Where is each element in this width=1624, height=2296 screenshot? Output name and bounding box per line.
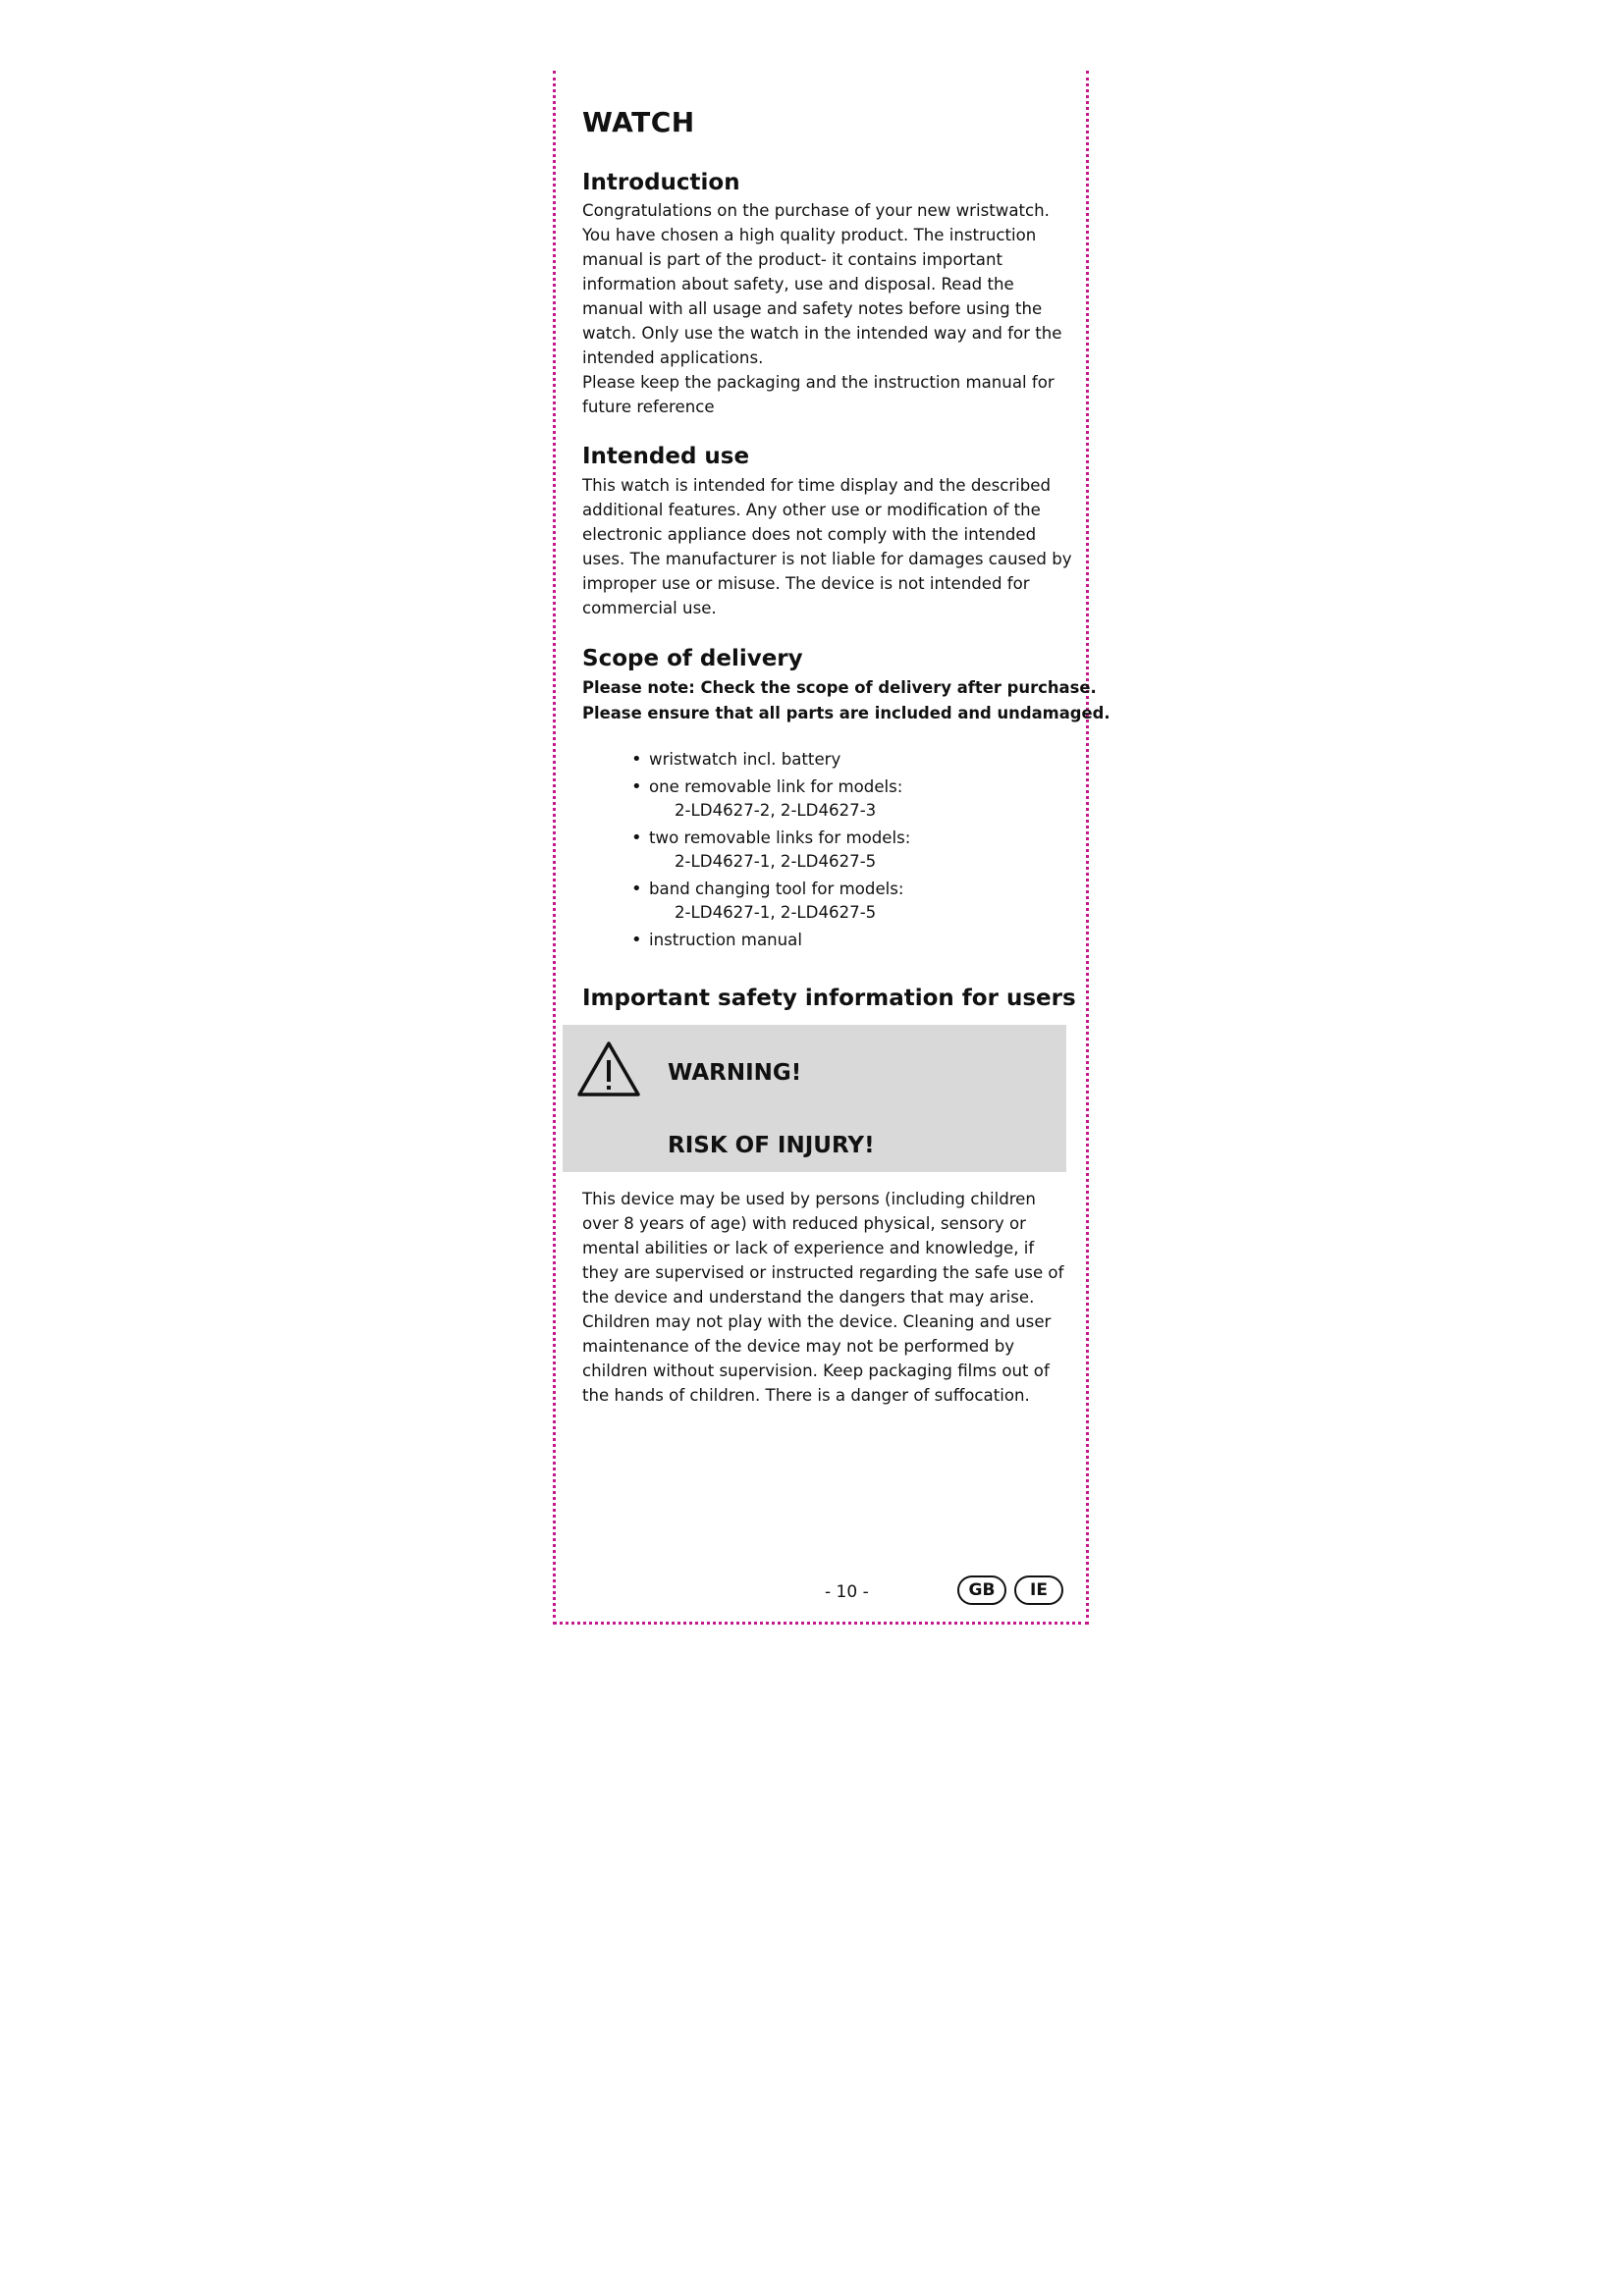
delivery-items-list (582, 748, 1058, 956)
list-item-models: 2-LD4627-2, 2-LD4627-3 (675, 801, 877, 820)
list-item-text: one removable link for models: (649, 777, 903, 796)
cut-line-right (1086, 71, 1089, 1625)
scope-note-line: Please note: Check the scope of delivery after purchase. (582, 678, 1097, 697)
intended-use-line: This watch is intended for time display and the described (582, 476, 1052, 495)
introduction-line: information about safety, use and disposal. Read the (582, 275, 1014, 294)
intended-use-line: additional features. Any other use or modification of the (582, 501, 1041, 519)
list-item-text: instruction manual (649, 931, 802, 949)
safety-line: the hands of children. There is a danger of suffocation. (582, 1386, 1030, 1405)
page-number: - 10 - (825, 1582, 869, 1602)
list-item (582, 748, 1058, 772)
list-item-text: wristwatch incl. battery (649, 750, 841, 769)
introduction-heading: Introduction (582, 170, 740, 195)
intended-use-line: electronic appliance does not comply with the intended (582, 525, 1037, 544)
introduction-line: manual is part of the product- it contains important (582, 250, 1003, 269)
safety-line: This device may be used by persons (including children (582, 1190, 1036, 1208)
warning-title: WARNING! (668, 1060, 802, 1086)
country-badge-ie: IE (1014, 1575, 1063, 1605)
intended-use-line: improper use or misuse. The device is not intended for (582, 574, 1030, 593)
intended-use-line: uses. The manufacturer is not liable for damages caused by (582, 550, 1072, 568)
safety-line: children without supervision. Keep packaging films out of (582, 1362, 1050, 1380)
warning-subtitle: RISK OF INJURY! (668, 1133, 875, 1158)
country-badges (957, 1575, 1063, 1605)
cut-line-bottom (553, 1622, 1089, 1625)
introduction-line: intended applications. (582, 348, 764, 367)
introduction-line: manual with all usage and safety notes before using the (582, 299, 1043, 318)
safety-text (582, 1187, 1064, 1408)
intended-use-line: commercial use. (582, 599, 717, 617)
list-item-text: band changing tool for models: (649, 880, 904, 898)
list-item-text: two removable links for models: (649, 828, 911, 847)
country-badge-gb: GB (957, 1575, 1006, 1605)
safety-line: maintenance of the device may not be performed by (582, 1337, 1015, 1356)
intended-use-heading: Intended use (582, 444, 750, 469)
document-title: WATCH (582, 106, 695, 138)
introduction-line: future reference (582, 398, 715, 416)
safety-line: the device and understand the dangers that may arise. (582, 1288, 1035, 1307)
warning-box (563, 1025, 1066, 1172)
list-item (582, 775, 1058, 823)
safety-line: Children may not play with the device. Cleaning and user (582, 1312, 1052, 1331)
scope-of-delivery-note (582, 675, 1110, 726)
introduction-line: watch. Only use the watch in the intended way and for the (582, 324, 1062, 343)
cut-line-left (553, 71, 556, 1625)
safety-line: over 8 years of age) with reduced physical, sensory or (582, 1214, 1026, 1233)
introduction-text (582, 198, 1062, 419)
warning-triangle-icon (576, 1041, 641, 1097)
list-item (582, 878, 1058, 925)
safety-line: mental abilities or lack of experience and knowledge, if (582, 1239, 1035, 1257)
list-item (582, 929, 1058, 952)
scope-of-delivery-heading: Scope of delivery (582, 646, 803, 671)
introduction-line: You have chosen a high quality product. The instruction (582, 226, 1037, 244)
introduction-line: Please keep the packaging and the instruction manual for (582, 373, 1055, 392)
list-item-models: 2-LD4627-1, 2-LD4627-5 (675, 852, 877, 871)
list-item (582, 827, 1058, 874)
intended-use-text (582, 473, 1072, 620)
list-item-models: 2-LD4627-1, 2-LD4627-5 (675, 903, 877, 922)
introduction-line: Congratulations on the purchase of your new wristwatch. (582, 201, 1050, 220)
scope-note-line: Please ensure that all parts are included and undamaged. (582, 704, 1110, 722)
safety-line: they are supervised or instructed regarding the safe use of (582, 1263, 1064, 1282)
manual-page (553, 71, 1110, 1625)
safety-heading: Important safety information for users (582, 986, 1076, 1011)
